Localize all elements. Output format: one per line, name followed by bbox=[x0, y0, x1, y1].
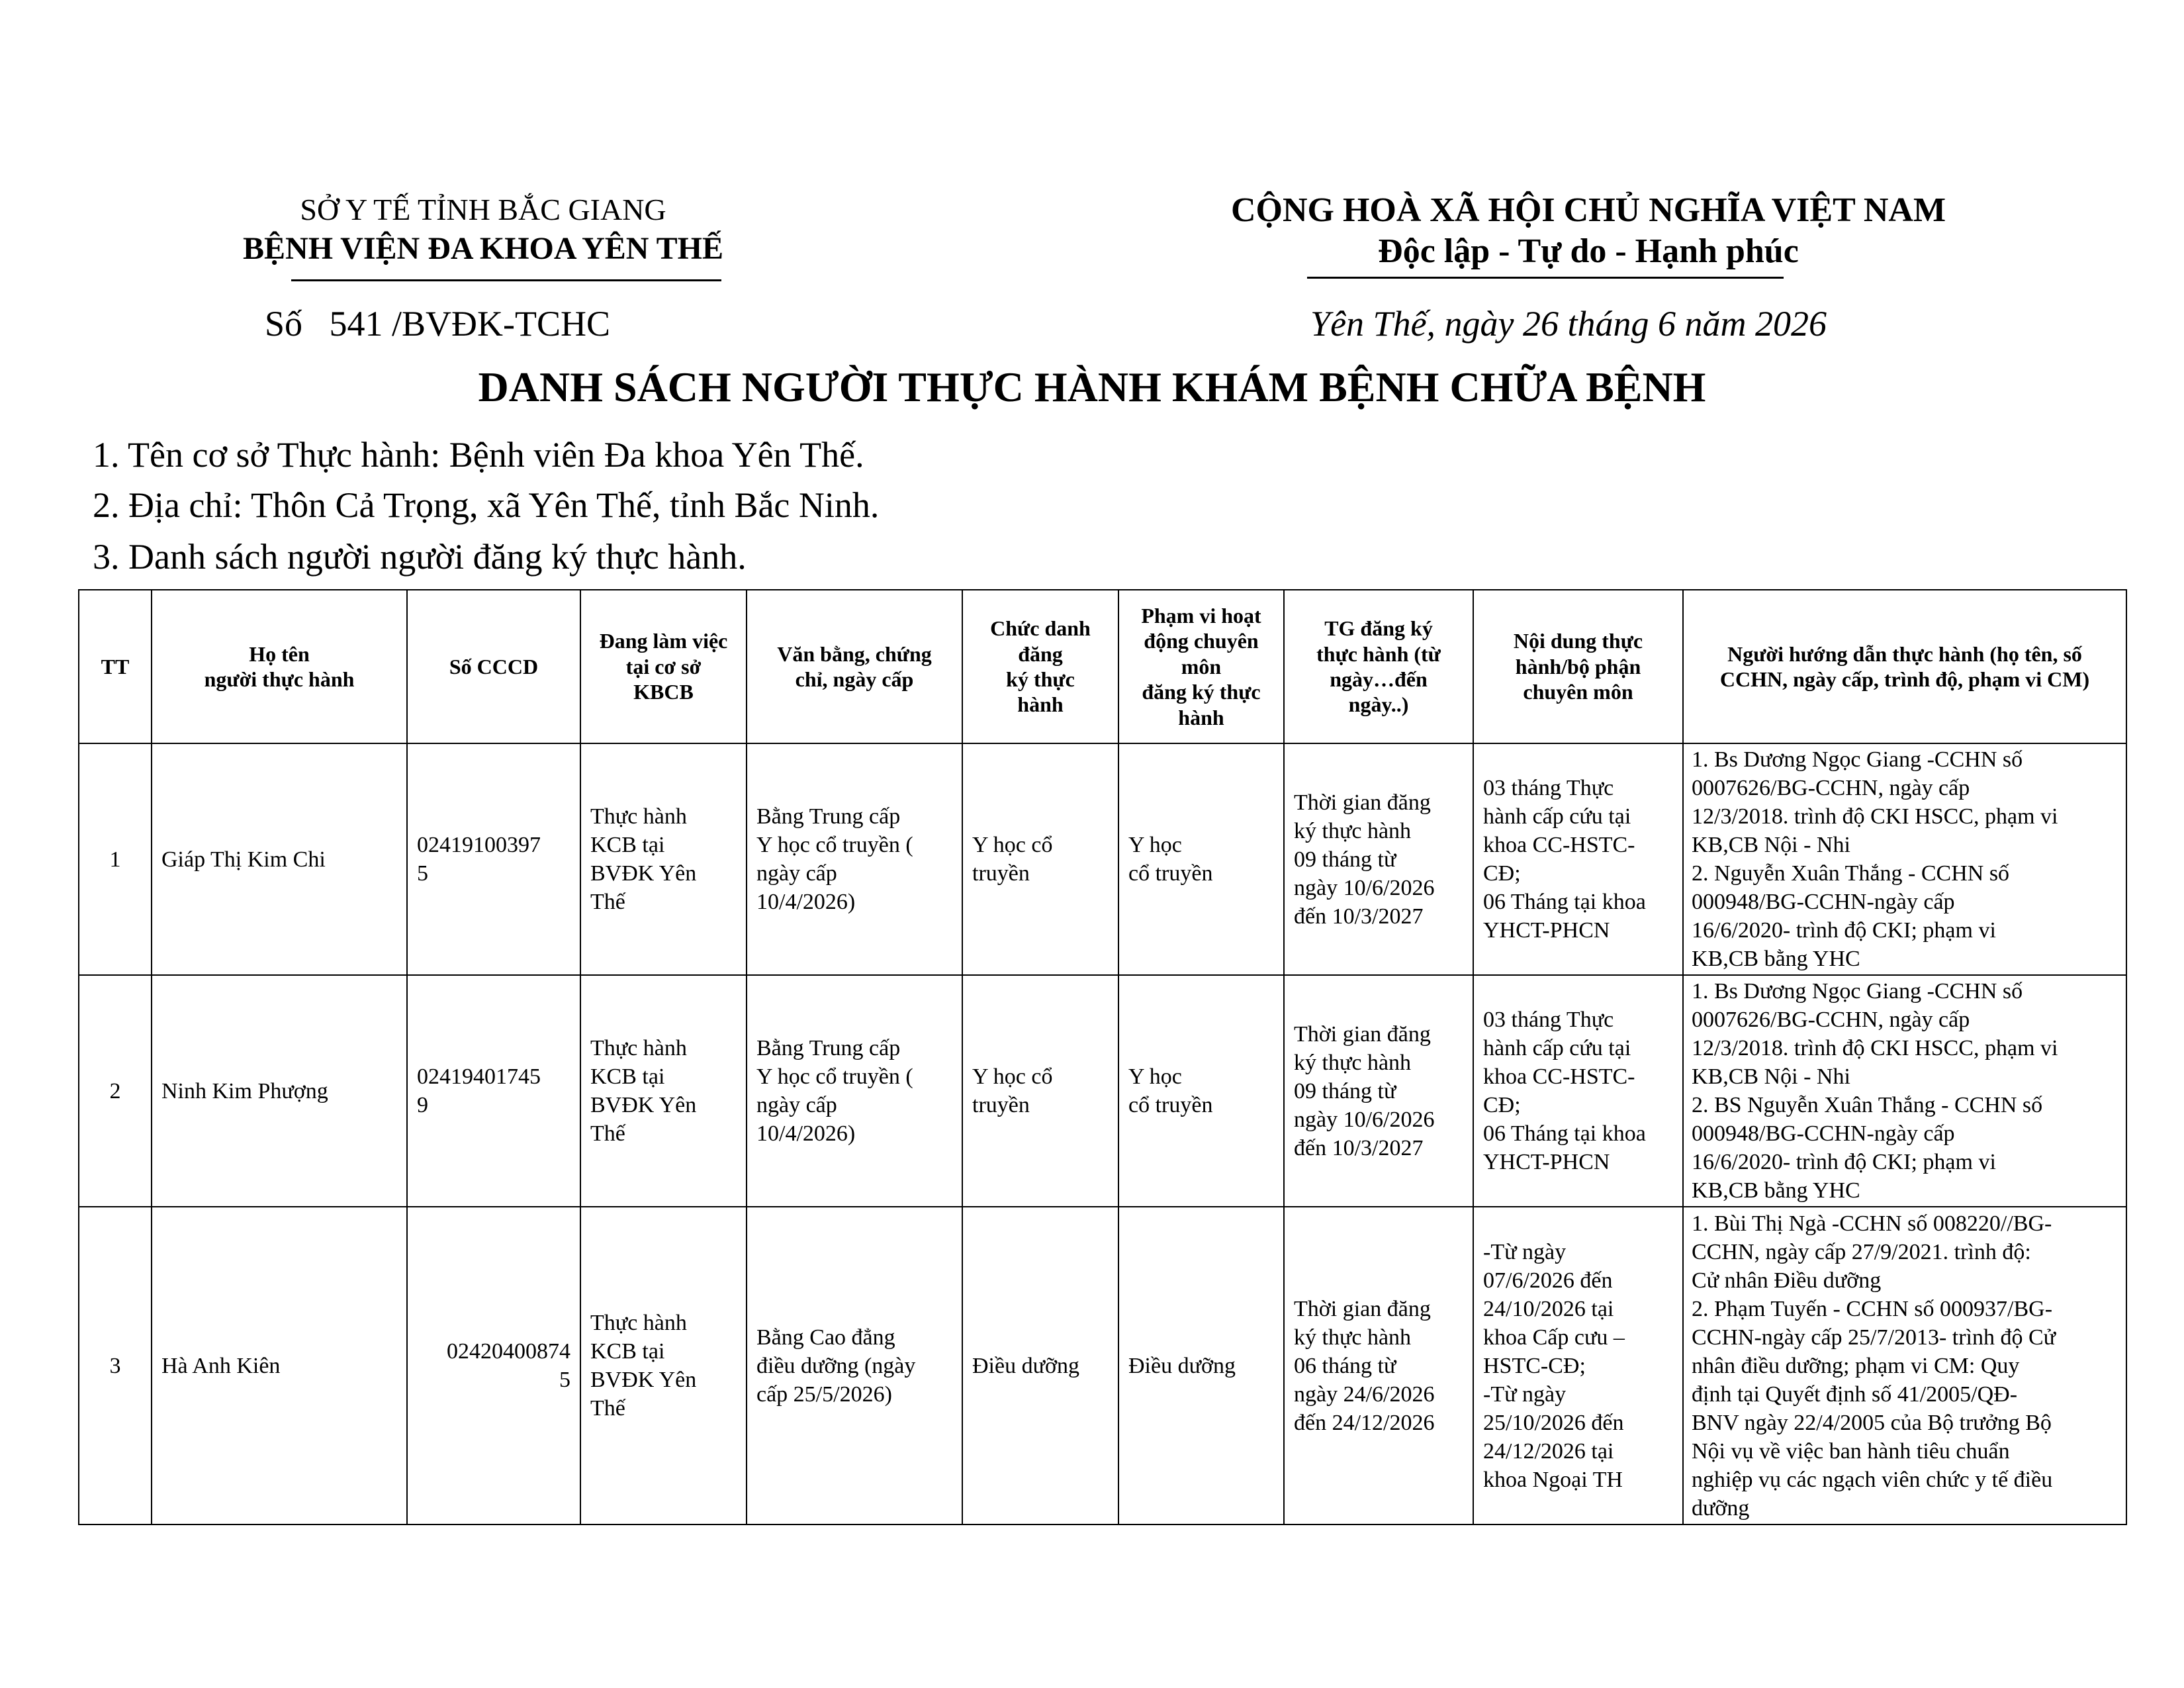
row-period: Thời gian đăng ký thực hành 09 tháng từ ngày 10/6/2026 đến 10/3/2027 bbox=[1284, 743, 1473, 975]
row-content: 03 tháng Thực hành cấp cứu tại khoa CC-HSTC- CĐ; 06 Tháng tại khoa YHCT-PHCN bbox=[1473, 975, 1683, 1207]
header-guide: Người hướng dẫn thực hành (họ tên, số CCHN, ngày cấp, trình độ, phạm vi CM) bbox=[1683, 590, 2126, 743]
row-position: Y học cổ truyền bbox=[962, 975, 1118, 1207]
row-scope: Y học cổ truyền bbox=[1118, 975, 1284, 1207]
motto-underline bbox=[1307, 277, 1784, 279]
row-cccd: 02419100397 5 bbox=[407, 743, 580, 975]
hospital-name: BỆNH VIỆN ĐA KHOA YÊN THẾ bbox=[243, 231, 723, 266]
header-content: Nội dung thực hành/bộ phận chuyên môn bbox=[1473, 590, 1683, 743]
header-degree: Văn bằng, chứng chỉ, ngày cấp bbox=[747, 590, 962, 743]
practitioner-table bbox=[78, 589, 2127, 1525]
row-scope: Y học cổ truyền bbox=[1118, 743, 1284, 975]
header-tt: TT bbox=[79, 590, 152, 743]
row-period: Thời gian đăng ký thực hành 09 tháng từ ngày 10/6/2026 đến 10/3/2027 bbox=[1284, 975, 1473, 1207]
row-workplace: Thực hành KCB tại BVĐK Yên Thế bbox=[580, 975, 747, 1207]
header-name: Họ tên người thực hành bbox=[152, 590, 407, 743]
table-row bbox=[79, 743, 2126, 975]
table-row bbox=[79, 975, 2126, 1207]
row-degree: Bằng Trung cấp Y học cổ truyền ( ngày cấp 10/4/2026) bbox=[747, 743, 962, 975]
row-guide: 1. Bs Dương Ngọc Giang -CCHN số 0007626/BG-CCHN, ngày cấp 12/3/2018. trình độ CKI HSCC, phạm vi KB,CB Nội - Nhi 2. BS Nguyễn Xuân Thắng - CCHN số 000948/BG-CCHN-ngày cấp 16/6/2020- trình độ CKI; phạm vi KB,CB bằng YHC bbox=[1683, 975, 2126, 1207]
header-cccd: Số CCCD bbox=[407, 590, 580, 743]
row-position: Y học cổ truyền bbox=[962, 743, 1118, 975]
row-cccd: 02420400874 5 bbox=[407, 1207, 580, 1524]
country-name: CỘNG HOÀ XÃ HỘI CHỦ NGHĨA VIỆT NAM bbox=[1230, 191, 1946, 229]
row-scope: Điều dưỡng bbox=[1118, 1207, 1284, 1524]
row-tt: 1 bbox=[79, 743, 152, 975]
header-workplace: Đang làm việc tại cơ sở KBCB bbox=[580, 590, 747, 743]
hospital-underline bbox=[291, 279, 721, 281]
header-position: Chức danh đăng ký thực hành bbox=[962, 590, 1118, 743]
header-period: TG đăng ký thực hành (từ ngày…đến ngày..) bbox=[1284, 590, 1473, 743]
address-line: 2. Địa chỉ: Thôn Cả Trọng, xã Yên Thế, tỉnh Bắc Ninh. bbox=[93, 485, 880, 525]
row-workplace: Thực hành KCB tại BVĐK Yên Thế bbox=[580, 1207, 747, 1524]
place-and-date: Yên Thế, ngày 26 tháng 6 năm 2026 bbox=[1310, 304, 1827, 344]
row-degree: Bằng Cao đẳng điều dưỡng (ngày cấp 25/5/2026) bbox=[747, 1207, 962, 1524]
row-name: Hà Anh Kiên bbox=[152, 1207, 407, 1524]
facility-name-line: 1. Tên cơ sở Thực hành: Bệnh viên Đa khoa Yên Thế. bbox=[93, 435, 864, 475]
table-header-row bbox=[79, 590, 2126, 743]
table-row bbox=[79, 1207, 2126, 1524]
row-guide: 1. Bs Dương Ngọc Giang -CCHN số 0007626/BG-CCHN, ngày cấp 12/3/2018. trình độ CKI HSCC, phạm vi KB,CB Nội - Nhi 2. Nguyễn Xuân Thắng - CCHN số 000948/BG-CCHN-ngày cấp 16/6/2020- trình độ CKI; phạm vi KB,CB bằng YHC bbox=[1683, 743, 2126, 975]
document-title: DANH SÁCH NGƯỜI THỰC HÀNH KHÁM BỆNH CHỮA BỆNH bbox=[478, 363, 1706, 410]
row-name: Giáp Thị Kim Chi bbox=[152, 743, 407, 975]
row-tt: 3 bbox=[79, 1207, 152, 1524]
row-tt: 2 bbox=[79, 975, 152, 1207]
row-period: Thời gian đăng ký thực hành 06 tháng từ ngày 24/6/2026 đến 24/12/2026 bbox=[1284, 1207, 1473, 1524]
row-cccd: 02419401745 9 bbox=[407, 975, 580, 1207]
document-number: Số 541 /BVĐK-TCHC bbox=[265, 304, 611, 344]
row-content: 03 tháng Thực hành cấp cứu tại khoa CC-HSTC- CĐ; 06 Tháng tại khoa YHCT-PHCN bbox=[1473, 743, 1683, 975]
row-position: Điều dưỡng bbox=[962, 1207, 1118, 1524]
row-workplace: Thực hành KCB tại BVĐK Yên Thế bbox=[580, 743, 747, 975]
row-degree: Bằng Trung cấp Y học cổ truyền ( ngày cấp 10/4/2026) bbox=[747, 975, 962, 1207]
row-name: Ninh Kim Phượng bbox=[152, 975, 407, 1207]
row-guide: 1. Bùi Thị Ngà -CCHN số 008220//BG- CCHN, ngày cấp 27/9/2021. trình độ: Cử nhân Điều dưỡng 2. Phạm Tuyến - CCHN số 000937/BG- CCHN-ngày cấp 25/7/2013- trình độ Cử nhân điều dưỡng; phạm vi CM: Quy định tại Quyết định số 41/2005/QĐ- BNV ngày 22/4/2005 của Bộ trưởng Bộ Nội vụ về việc ban hành tiêu chuẩn nghiệp vụ các ngạch viên chức y tế điều dưỡng bbox=[1683, 1207, 2126, 1524]
header-scope: Phạm vi hoạt động chuyên môn đăng ký thực hành bbox=[1118, 590, 1284, 743]
registrant-list-line: 3. Danh sách người người đăng ký thực hành. bbox=[93, 537, 747, 577]
national-motto: Độc lập - Tự do - Hạnh phúc bbox=[1378, 232, 1799, 270]
department-name: SỞ Y TẾ TỈNH BẮC GIANG bbox=[300, 193, 666, 226]
row-content: -Từ ngày 07/6/2026 đến 24/10/2026 tại khoa Cấp cưu – HSTC-CĐ; -Từ ngày 25/10/2026 đến 24/12/2026 tại khoa Ngoại TH bbox=[1473, 1207, 1683, 1524]
